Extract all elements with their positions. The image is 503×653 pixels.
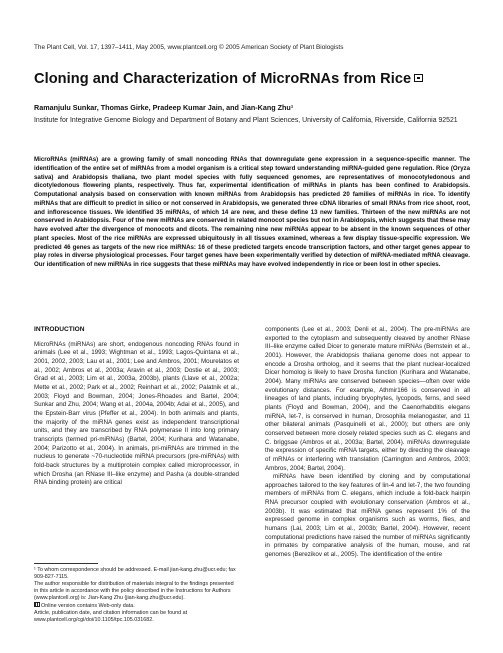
article-title [34, 71, 474, 87]
footnote-divider [34, 563, 98, 564]
author-list: Ramanjulu Sunkar, Thomas Girke, Pradeep Kumar Jain, and Jian-Kang Zhu¹ [34, 103, 294, 112]
footnote-citation: Article, publication date, and citation information can be found at www.plantcell.org/cgi/doi/10.1105/tpc.105.031682. [34, 610, 188, 623]
footnote-correspondence: ¹ To whom correspondence should be addressed. E-mail jian-kang.zhu@ucr.edu; fax 909-827-7115. [34, 567, 236, 580]
left-column [34, 326, 239, 488]
affiliation: Institute for Integrative Genome Biology and Department of Botany and Plant Sciences, University of California, Riverside, California 92521 [34, 117, 458, 124]
journal-header: The Plant Cell, Vol. 17, 1397–1411, May 2005, www.plantcell.org © 2005 American Society of Plant Biologists [34, 44, 344, 51]
article-title-text: Cloning and Characterization of MicroRNAs from Rice [34, 71, 412, 87]
footnote-responsibility: The author responsible for distribution of materials integral to the findings presented in this article in accordance with the policy described in the Instructions for Authors (www.plantcell.org) is: Jian-Kang Zhu (jian-kang.zhu@ucr.edu). [34, 581, 234, 601]
web-only-data-icon [34, 602, 40, 607]
section-heading-introduction: INTRODUCTION [34, 326, 85, 333]
footnotes [34, 567, 239, 624]
intro-paragraph-2: components (Lee et al., 2003; Denli et al., 2004). The pre-miRNAs are exported to the cytoplasm and subsequently cleaved by another RNase III–like enzyme called Dicer to generate mature miRNAs (Bernstein et al., 2001). However, the Arabidopsis thaliana genome does not appear to encode a Drosha ortholog, and it seems that the plant nuclear-localized Dicer homolog is likely to have Drosha function (Kurihara and Watanabe, 2004). Many miRNAs are conserved between species—often over wide evolutionary distances. For example, Athmir166 is conserved in all lineages of land plants, including bryophytes, lycopods, ferns, and seed plants (Floyd and Bowman, 2004), and the Caenorhabditis elegans miRNA, let-7, is conserved in human, Drosophila melanogaster, and 11 other bilateral animals (Pasquinelli et al., 2000); but others are only conserved between more closely related species such as C. elegans and C. briggsae (Ambros et al., 2003a; Bartel, 2004). miRNAs downregulate the expression of specific mRNA targets, either by directing the cleavage of mRNAs or interfering with translation (Carrington and Ambros, 2003; Ambros, 2004; Bartel, 2004). [265, 326, 470, 472]
footnote-online-text: Online version contains Web-only data. [41, 603, 135, 609]
open-access-icon [414, 74, 423, 82]
right-column [265, 326, 470, 560]
footnote-online [34, 602, 239, 610]
intro-paragraph-1: MicroRNAs (miRNAs) are short, endogenous noncoding RNAs found in animals (Lee et al., 1993; Wightman et al., 1993; Lagos-Quintana et al., 2001, 2002, 2003; Lau et al., 2001; Lee and Ambros, 2001; Mourelatos et al., 2002; Ambros et al., 2003a; Aravin et al., 2003; Dostie et al., 2003; Grad et al., 2003; Lim et al., 2003a, 2003b), plants (Llave et al., 2002a; Mette et al., 2002; Park et al., 2002; Reinhart et al., 2002; Palatnik et al., 2003; Floyd and Bowman, 2004; Jones-Rhoades and Bartel, 2004; Sunkar and Zhu, 2004; Wang et al., 2004a, 2004b; Adai et al., 2005), and the Epstein-Barr virus (Pfeffer et al., 2004). In both animals and plants, the majority of the miRNA genes exist as independent transcriptional units, and they are transcribed by RNA polymerase II into long primary transcripts (termed pri-miRNAs) (Bartel, 2004; Kurihara and Watanabe, 2004; Parizotto et al., 2004). In animals, pri-miRNAs are trimmed in the nucleus to generate ~70-nucleotide miRNA precursors (pre-miRNAs) with fold-back structures by a multiprotein complex called microprocessor, in which Drosha (an RNase III–like enzyme) and Pasha (a double-stranded RNA binding protein) are critical [34, 340, 239, 487]
intro-paragraph-3: miRNAs have been identified by cloning and by computational approaches tailored to the key features of lin-4 and let-7, the two founding members of miRNAs from C. elegans, which include a fold-back hairpin RNA precursor coupled with evolutionary conservation (Ambros et al., 2003b). It was estimated that miRNA genes represent 1% of the expressed genome in complex organisms such as worms, flies, and humans (Lai, 2003; Lim et al., 2003b; Bartel, 2004). However, recent computational predictions have raised the number of miRNAs significantly in primates by comparative analysis of the human, mouse, and rat genomes (Berezikov et al., 2005). The identification of the entire [265, 473, 470, 559]
abstract: MicroRNAs (miRNAs) are a growing family of small noncoding RNAs that downregulate gene expression in a sequence-specific manner. The identification of the entire set of miRNAs from a model organism is a critical step toward understanding miRNA-guided gene regulation. Rice (Oryza sativa) and Arabidopsis thaliana, two plant model species with fully sequenced genomes, are representatives of monocotyledonous and dicotyledonous flowering plants, respectively. Thus far, experimental identification of miRNAs in plants has been confined to Arabidopsis. Computational analysis based on conservation with known miRNAs from Arabidopsis has predicted 20 families of miRNAs in rice. To identify miRNAs that are difficult to predict in silico or not conserved in Arabidopsis, we generated three cDNA libraries of small RNAs from rice shoot, root, and inflorescence tissues. We identified 35 miRNAs, of which 14 are new, and these define 13 new families. Thirteen of the new miRNAs are not conserved in Arabidopsis. Four of the new miRNAs are conserved in related monocot species but not in Arabidopsis, which suggests that these may have evolved after the divergence of monocots and dicots. The remaining nine new miRNAs appear to be absent in the known sequences of other plant species. Most of the rice miRNAs are expressed ubiquitously in all tissues examined, whereas a few display tissue-specific expression. We predicted 46 genes as targets of the new rice miRNAs: 16 of these predicted targets encode transcription factors, and other target genes appear to play roles in diverse physiological processes. Four target genes have been experimentally verified by detection of miRNA-mediated mRNA cleavage. Our identification of new miRNAs in rice suggests that these miRNAs may have evolved independently in rice or been lost in other species. [34, 156, 470, 268]
